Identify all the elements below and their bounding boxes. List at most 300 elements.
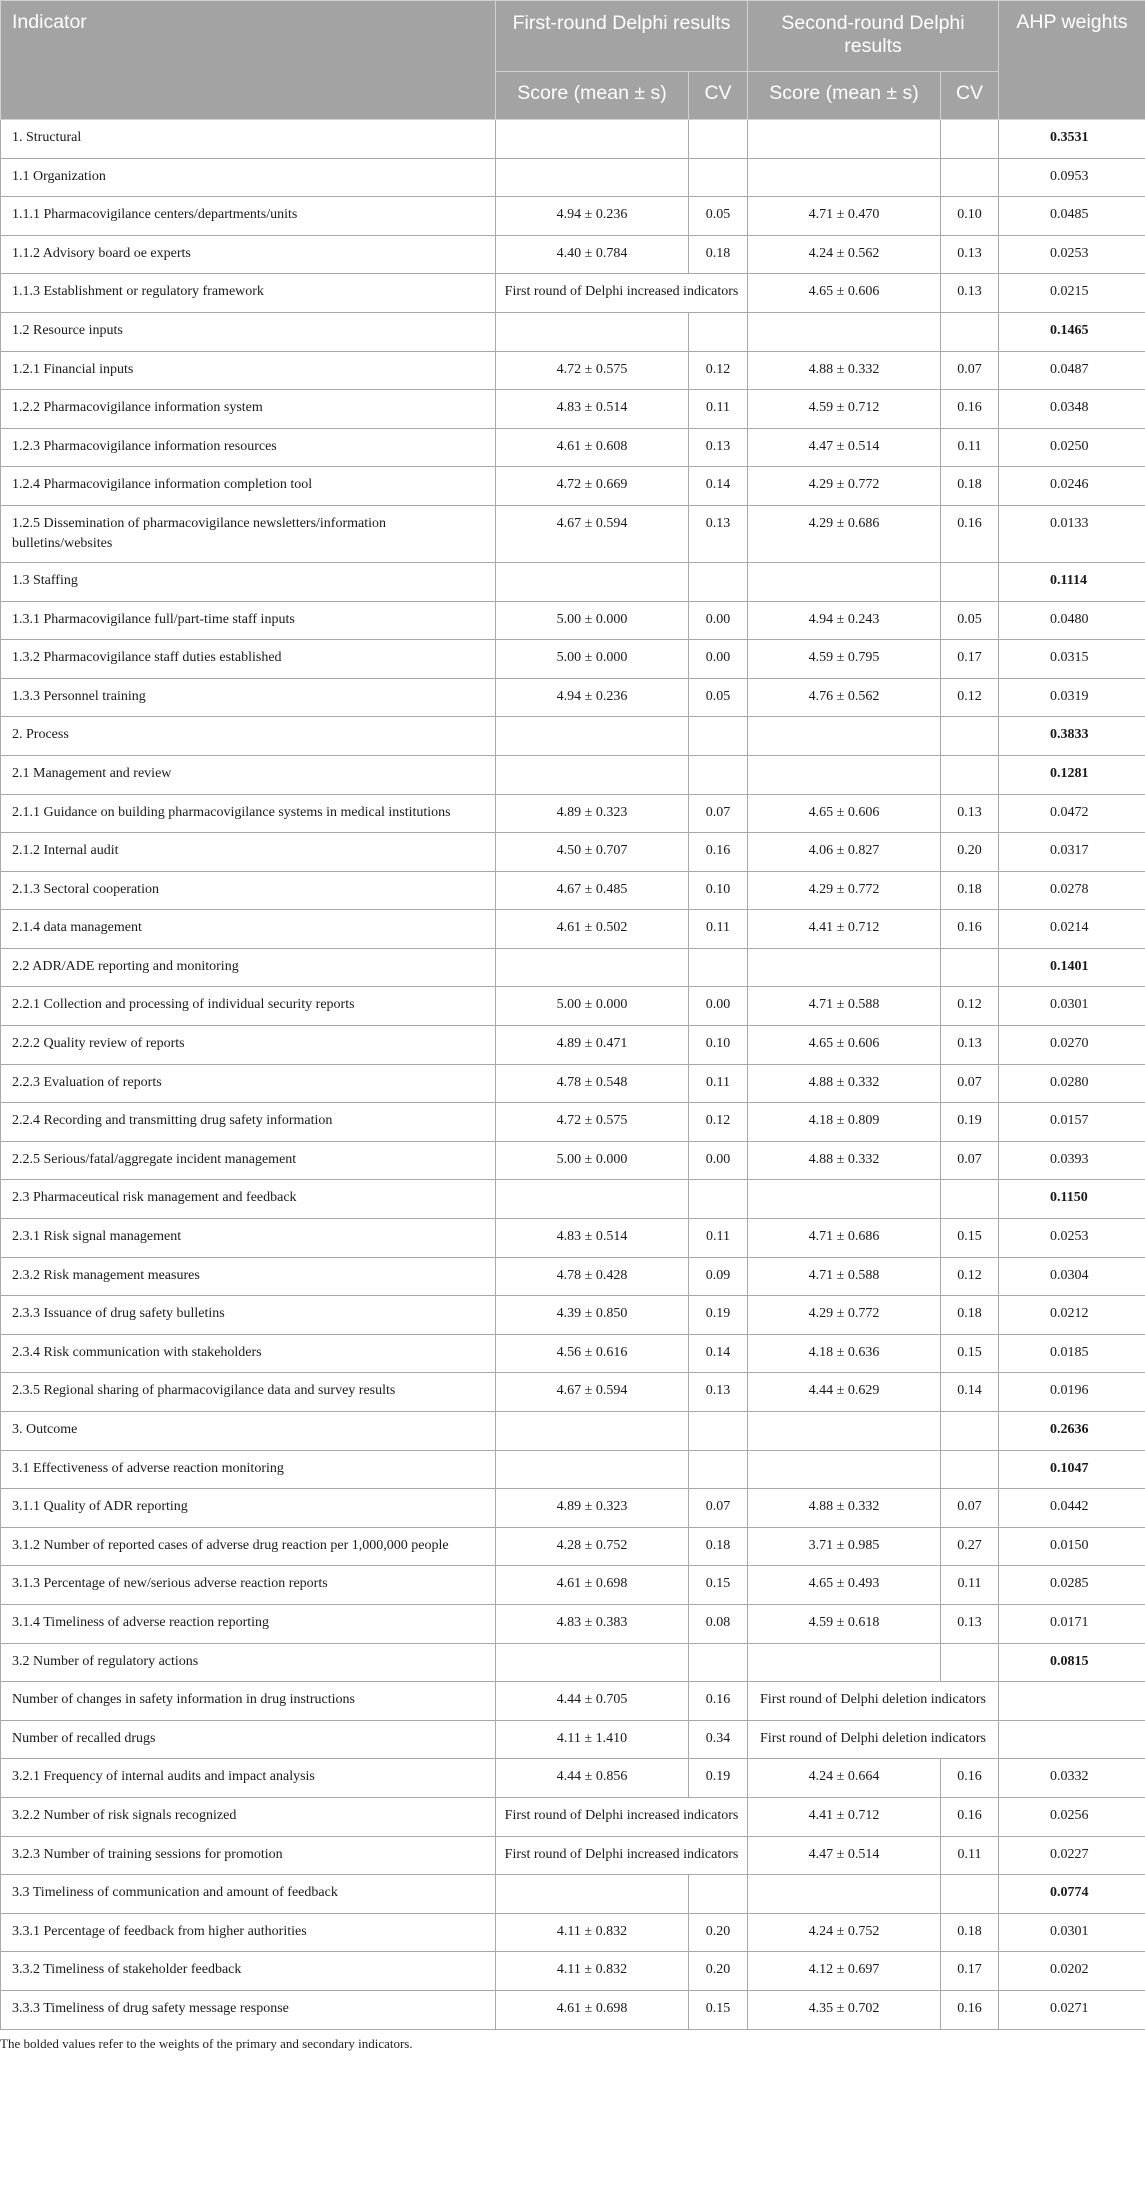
first-round-cv-cell: 0.15 [689,1990,748,2029]
second-round-cv-cell: 0.13 [941,1026,999,1065]
second-round-score-cell [748,312,941,351]
table-body [1,120,1145,2030]
ahp-weight-cell: 0.0301 [999,1913,1145,1952]
table-row [1,871,1145,910]
second-round-cv-cell: 0.16 [941,1990,999,2029]
ahp-weight-cell: 0.0472 [999,794,1145,833]
second-round-score-cell: 4.88 ± 0.332 [748,351,941,390]
first-round-score-cell: 4.83 ± 0.514 [496,1219,689,1258]
first-round-cv-cell: 0.11 [689,1219,748,1258]
second-round-cv-cell: 0.16 [941,1797,999,1836]
second-round-score-cell: 4.71 ± 0.470 [748,197,941,236]
ahp-weight-cell: 0.0214 [999,910,1145,949]
indicator-cell: 1.1.1 Pharmacovigilance centers/departments/units [1,197,496,236]
first-round-cv-cell: 0.18 [689,235,748,274]
indicator-cell: 3.1.4 Timeliness of adverse reaction reporting [1,1604,496,1643]
first-round-cv-cell: 0.05 [689,678,748,717]
ahp-weight-cell: 0.0253 [999,235,1145,274]
first-round-cv-cell [689,312,748,351]
second-round-score-cell: 4.71 ± 0.686 [748,1219,941,1258]
first-round-cv-cell [689,755,748,794]
table-row [1,1373,1145,1412]
second-round-score-cell: 4.12 ± 0.697 [748,1952,941,1991]
first-round-cv-cell [689,158,748,197]
second-round-cv-cell: 0.13 [941,1604,999,1643]
second-round-cv-cell [941,120,999,159]
table-row [1,640,1145,679]
second-round-score-cell: 4.71 ± 0.588 [748,1257,941,1296]
table-row [1,1720,1145,1759]
second-round-cv-cell: 0.20 [941,833,999,872]
indicator-cell: 2.2.2 Quality review of reports [1,1026,496,1065]
first-round-cv-cell: 0.16 [689,833,748,872]
indicator-cell: 2.2.4 Recording and transmitting drug safety information [1,1103,496,1142]
second-round-cv-cell: 0.07 [941,351,999,390]
second-round-cv-cell: 0.15 [941,1334,999,1373]
second-round-note-cell: First round of Delphi deletion indicators [748,1720,999,1759]
second-round-score-cell: 4.59 ± 0.712 [748,390,941,429]
first-round-cv-cell: 0.00 [689,1141,748,1180]
second-round-score-cell: 4.44 ± 0.629 [748,1373,941,1412]
first-round-score-cell: 4.61 ± 0.698 [496,1990,689,2029]
first-round-cv-cell: 0.08 [689,1604,748,1643]
indicator-cell: 2.1.3 Sectoral cooperation [1,871,496,910]
first-round-cv-cell: 0.09 [689,1257,748,1296]
first-round-score-cell: 4.72 ± 0.575 [496,1103,689,1142]
indicator-cell: 2.3.4 Risk communication with stakeholders [1,1334,496,1373]
second-round-cv-cell: 0.16 [941,1759,999,1798]
ahp-weight-cell: 0.1150 [999,1180,1145,1219]
second-round-score-cell [748,755,941,794]
first-round-score-cell: 4.72 ± 0.575 [496,351,689,390]
second-round-score-cell: 4.41 ± 0.712 [748,910,941,949]
indicator-cell: 2.3.3 Issuance of drug safety bulletins [1,1296,496,1335]
header-cv-second: CV [941,72,999,120]
second-round-cv-cell [941,1180,999,1219]
indicator-cell: 1.2.3 Pharmacovigilance information resources [1,428,496,467]
first-round-cv-cell: 0.14 [689,1334,748,1373]
first-round-score-cell: 4.39 ± 0.850 [496,1296,689,1335]
ahp-weight-cell: 0.0202 [999,1952,1145,1991]
table-row [1,197,1145,236]
indicator-cell: 1.2 Resource inputs [1,312,496,351]
first-round-cv-cell [689,1412,748,1451]
first-round-score-cell: 4.11 ± 0.832 [496,1913,689,1952]
first-round-cv-cell [689,1450,748,1489]
first-round-score-cell: 4.94 ± 0.236 [496,197,689,236]
second-round-score-cell [748,1412,941,1451]
first-round-cv-cell: 0.14 [689,467,748,506]
first-round-score-cell: 4.89 ± 0.323 [496,1489,689,1528]
indicator-cell: 2. Process [1,717,496,756]
second-round-cv-cell: 0.05 [941,601,999,640]
table-row [1,1141,1145,1180]
header-indicator: Indicator [1,1,496,120]
ahp-weight-cell: 0.0442 [999,1489,1145,1528]
indicator-cell: 2.3.5 Regional sharing of pharmacovigilance data and survey results [1,1373,496,1412]
first-round-cv-cell: 0.07 [689,1489,748,1528]
indicator-cell: 3.1 Effectiveness of adverse reaction monitoring [1,1450,496,1489]
first-round-score-cell [496,158,689,197]
first-round-score-cell [496,717,689,756]
table-row [1,1604,1145,1643]
second-round-cv-cell [941,717,999,756]
first-round-score-cell: 4.67 ± 0.485 [496,871,689,910]
second-round-score-cell: 4.47 ± 0.514 [748,1836,941,1875]
header-ahp-weights: AHP weights [999,1,1145,120]
second-round-score-cell: 4.88 ± 0.332 [748,1489,941,1528]
first-round-score-cell: 4.40 ± 0.784 [496,235,689,274]
ahp-weight-cell: 0.0285 [999,1566,1145,1605]
table-row [1,1103,1145,1142]
second-round-cv-cell: 0.11 [941,428,999,467]
second-round-cv-cell: 0.17 [941,640,999,679]
second-round-cv-cell [941,948,999,987]
table-row [1,505,1145,562]
indicator-cell: 1.1.2 Advisory board oe experts [1,235,496,274]
second-round-cv-cell: 0.12 [941,987,999,1026]
indicator-cell: 1.1.3 Establishment or regulatory framework [1,274,496,313]
indicator-cell: 2.2.3 Evaluation of reports [1,1064,496,1103]
second-round-score-cell: 4.24 ± 0.664 [748,1759,941,1798]
table-row [1,120,1145,159]
indicator-cell: 3.2.2 Number of risk signals recognized [1,1797,496,1836]
first-round-score-cell: 4.11 ± 1.410 [496,1720,689,1759]
first-round-score-cell: 5.00 ± 0.000 [496,987,689,1026]
first-round-score-cell: 4.67 ± 0.594 [496,1373,689,1412]
second-round-note-cell: First round of Delphi deletion indicators [748,1682,999,1721]
first-round-score-cell [496,1180,689,1219]
indicator-cell: 1.3.3 Personnel training [1,678,496,717]
table-row [1,312,1145,351]
second-round-score-cell: 4.18 ± 0.636 [748,1334,941,1373]
first-round-score-cell: 4.44 ± 0.705 [496,1682,689,1721]
first-round-cv-cell [689,1643,748,1682]
table-row [1,1489,1145,1528]
second-round-cv-cell: 0.14 [941,1373,999,1412]
second-round-cv-cell: 0.18 [941,1296,999,1335]
first-round-cv-cell: 0.19 [689,1296,748,1335]
second-round-score-cell [748,562,941,601]
second-round-cv-cell: 0.18 [941,1913,999,1952]
table-row [1,1412,1145,1451]
ahp-weight-cell: 0.0348 [999,390,1145,429]
first-round-score-cell: 4.67 ± 0.594 [496,505,689,562]
second-round-cv-cell: 0.10 [941,197,999,236]
ahp-weight-cell: 0.0301 [999,987,1145,1026]
second-round-score-cell: 4.65 ± 0.606 [748,794,941,833]
second-round-score-cell [748,948,941,987]
header-first-round: First-round Delphi results [496,1,748,72]
second-round-cv-cell: 0.07 [941,1064,999,1103]
first-round-score-cell [496,755,689,794]
first-round-cv-cell: 0.15 [689,1566,748,1605]
second-round-score-cell: 4.29 ± 0.772 [748,1296,941,1335]
indicator-cell: 2.3 Pharmaceutical risk management and feedback [1,1180,496,1219]
second-round-score-cell: 4.59 ± 0.618 [748,1604,941,1643]
table-row [1,1875,1145,1914]
second-round-cv-cell: 0.18 [941,871,999,910]
first-round-cv-cell [689,717,748,756]
second-round-score-cell: 4.94 ± 0.243 [748,601,941,640]
first-round-cv-cell: 0.13 [689,1373,748,1412]
first-round-score-cell: 4.61 ± 0.502 [496,910,689,949]
table-row [1,1682,1145,1721]
ahp-weight-cell: 0.0304 [999,1257,1145,1296]
first-round-score-cell [496,948,689,987]
ahp-weight-cell: 0.0171 [999,1604,1145,1643]
indicator-cell: 3. Outcome [1,1412,496,1451]
first-round-cv-cell: 0.00 [689,601,748,640]
table-row [1,833,1145,872]
second-round-cv-cell: 0.07 [941,1489,999,1528]
indicator-cell: 2.2.5 Serious/fatal/aggregate incident management [1,1141,496,1180]
ahp-weight-cell: 0.0480 [999,601,1145,640]
ahp-weight-cell: 0.0250 [999,428,1145,467]
first-round-cv-cell: 0.18 [689,1527,748,1566]
ahp-weight-cell: 0.1281 [999,755,1145,794]
indicator-cell: 2.2 ADR/ADE reporting and monitoring [1,948,496,987]
second-round-score-cell: 4.35 ± 0.702 [748,1990,941,2029]
second-round-cv-cell [941,562,999,601]
ahp-weight-cell: 0.1465 [999,312,1145,351]
ahp-weight-cell: 0.0271 [999,1990,1145,2029]
table-row [1,428,1145,467]
ahp-weight-cell: 0.0227 [999,1836,1145,1875]
indicator-cell: 3.1.2 Number of reported cases of adverse drug reaction per 1,000,000 people [1,1527,496,1566]
second-round-score-cell [748,1643,941,1682]
ahp-weight-cell: 0.1047 [999,1450,1145,1489]
indicator-cell: 2.1.1 Guidance on building pharmacovigilance systems in medical institutions [1,794,496,833]
header-second-round: Second-round Delphi results [748,1,999,72]
first-round-note-cell: First round of Delphi increased indicators [496,1797,748,1836]
header-score-first: Score (mean ± s) [496,72,689,120]
ahp-weight-cell [999,1720,1145,1759]
table-row [1,1913,1145,1952]
table-header [1,1,1145,120]
indicator-cell: 1.1 Organization [1,158,496,197]
second-round-cv-cell: 0.19 [941,1103,999,1142]
ahp-weight-cell: 0.0256 [999,1797,1145,1836]
table-row [1,158,1145,197]
indicator-cell: 3.3 Timeliness of communication and amount of feedback [1,1875,496,1914]
second-round-score-cell: 4.59 ± 0.795 [748,640,941,679]
second-round-score-cell [748,1875,941,1914]
second-round-cv-cell [941,312,999,351]
ahp-weight-cell: 0.0953 [999,158,1145,197]
ahp-weight-cell: 0.0212 [999,1296,1145,1335]
second-round-cv-cell: 0.27 [941,1527,999,1566]
table-row [1,1759,1145,1798]
first-round-cv-cell: 0.00 [689,640,748,679]
second-round-cv-cell [941,1412,999,1451]
second-round-cv-cell: 0.16 [941,505,999,562]
second-round-score-cell [748,158,941,197]
table-row [1,351,1145,390]
indicator-cell: 3.1.3 Percentage of new/serious adverse reaction reports [1,1566,496,1605]
second-round-cv-cell: 0.17 [941,1952,999,1991]
second-round-score-cell: 4.18 ± 0.809 [748,1103,941,1142]
second-round-score-cell: 4.76 ± 0.562 [748,678,941,717]
table-row [1,910,1145,949]
table-row [1,562,1145,601]
second-round-cv-cell: 0.13 [941,235,999,274]
indicator-cell: 1.2.2 Pharmacovigilance information system [1,390,496,429]
first-round-cv-cell: 0.07 [689,794,748,833]
table-row [1,601,1145,640]
ahp-weight-cell: 0.0278 [999,871,1145,910]
indicator-cell: 1.3.2 Pharmacovigilance staff duties established [1,640,496,679]
ahp-weight-cell: 0.3833 [999,717,1145,756]
ahp-weight-cell [999,1682,1145,1721]
second-round-cv-cell [941,1643,999,1682]
indicator-cell: 1.2.5 Dissemination of pharmacovigilance newsletters/information bulletins/websites [1,505,496,562]
first-round-cv-cell: 0.20 [689,1952,748,1991]
second-round-score-cell: 4.47 ± 0.514 [748,428,941,467]
first-round-score-cell: 4.78 ± 0.548 [496,1064,689,1103]
first-round-score-cell: 4.94 ± 0.236 [496,678,689,717]
ahp-weight-cell: 0.3531 [999,120,1145,159]
second-round-cv-cell: 0.12 [941,1257,999,1296]
second-round-cv-cell: 0.11 [941,1836,999,1875]
first-round-cv-cell [689,1875,748,1914]
indicator-cell: Number of recalled drugs [1,1720,496,1759]
first-round-cv-cell: 0.19 [689,1759,748,1798]
second-round-cv-cell: 0.16 [941,910,999,949]
table-row [1,1990,1145,2029]
first-round-score-cell: 4.83 ± 0.514 [496,390,689,429]
header-score-second: Score (mean ± s) [748,72,941,120]
ahp-weight-cell: 0.0774 [999,1875,1145,1914]
indicator-cell: 3.1.1 Quality of ADR reporting [1,1489,496,1528]
ahp-weight-cell: 0.0487 [999,351,1145,390]
first-round-score-cell: 4.28 ± 0.752 [496,1527,689,1566]
indicator-cell: Number of changes in safety information in drug instructions [1,1682,496,1721]
ahp-weight-cell: 0.1114 [999,562,1145,601]
ahp-weight-cell: 0.2636 [999,1412,1145,1451]
second-round-score-cell: 4.41 ± 0.712 [748,1797,941,1836]
first-round-score-cell: 4.72 ± 0.669 [496,467,689,506]
table-row [1,1643,1145,1682]
table-row [1,1566,1145,1605]
table-row [1,755,1145,794]
second-round-score-cell: 4.29 ± 0.772 [748,467,941,506]
table-row [1,1064,1145,1103]
table-row [1,1180,1145,1219]
indicator-cell: 2.3.2 Risk management measures [1,1257,496,1296]
ahp-weight-cell: 0.0319 [999,678,1145,717]
first-round-score-cell: 5.00 ± 0.000 [496,601,689,640]
first-round-cv-cell: 0.34 [689,1720,748,1759]
first-round-score-cell [496,1875,689,1914]
table-row [1,948,1145,987]
ahp-weight-cell: 0.0157 [999,1103,1145,1142]
first-round-cv-cell [689,120,748,159]
first-round-score-cell: 4.61 ± 0.698 [496,1566,689,1605]
table-footnote: The bolded values refer to the weights of the primary and secondary indicators. [0,2035,413,2051]
second-round-score-cell: 4.88 ± 0.332 [748,1064,941,1103]
second-round-cv-cell: 0.16 [941,390,999,429]
ahp-weight-cell: 0.0246 [999,467,1145,506]
first-round-cv-cell: 0.12 [689,351,748,390]
table-row [1,717,1145,756]
first-round-score-cell: 4.83 ± 0.383 [496,1604,689,1643]
second-round-score-cell: 4.29 ± 0.772 [748,871,941,910]
second-round-cv-cell: 0.13 [941,794,999,833]
table-row [1,1836,1145,1875]
second-round-cv-cell [941,1450,999,1489]
table-row [1,1219,1145,1258]
first-round-cv-cell: 0.13 [689,505,748,562]
first-round-cv-cell [689,562,748,601]
second-round-score-cell: 3.71 ± 0.985 [748,1527,941,1566]
first-round-score-cell [496,1643,689,1682]
indicator-cell: 3.2.3 Number of training sessions for promotion [1,1836,496,1875]
second-round-score-cell [748,1180,941,1219]
ahp-weight-cell: 0.0253 [999,1219,1145,1258]
first-round-note-cell: First round of Delphi increased indicators [496,274,748,313]
indicator-cell: 3.3.3 Timeliness of drug safety message response [1,1990,496,2029]
ahp-weight-cell: 0.0185 [999,1334,1145,1373]
table-row [1,1334,1145,1373]
first-round-cv-cell: 0.13 [689,428,748,467]
indicator-cell: 2.1.4 data management [1,910,496,949]
first-round-score-cell: 4.89 ± 0.471 [496,1026,689,1065]
second-round-score-cell: 4.29 ± 0.686 [748,505,941,562]
first-round-cv-cell: 0.11 [689,390,748,429]
first-round-score-cell: 4.61 ± 0.608 [496,428,689,467]
table-row [1,274,1145,313]
indicator-cell: 3.2.1 Frequency of internal audits and impact analysis [1,1759,496,1798]
ahp-weight-cell: 0.0196 [999,1373,1145,1412]
indicator-cell: 3.2 Number of regulatory actions [1,1643,496,1682]
first-round-score-cell: 4.50 ± 0.707 [496,833,689,872]
ahp-weight-cell: 0.0215 [999,274,1145,313]
table-row [1,1797,1145,1836]
indicator-cell: 1.3 Staffing [1,562,496,601]
indicator-cell: 2.2.1 Collection and processing of individual security reports [1,987,496,1026]
second-round-score-cell: 4.65 ± 0.606 [748,1026,941,1065]
indicator-cell: 1.2.1 Financial inputs [1,351,496,390]
first-round-score-cell: 4.78 ± 0.428 [496,1257,689,1296]
table-row [1,1296,1145,1335]
ahp-weight-cell: 0.0815 [999,1643,1145,1682]
second-round-score-cell [748,717,941,756]
ahp-weight-cell: 0.0393 [999,1141,1145,1180]
second-round-cv-cell: 0.18 [941,467,999,506]
table-row [1,467,1145,506]
first-round-score-cell: 4.11 ± 0.832 [496,1952,689,1991]
first-round-cv-cell [689,948,748,987]
first-round-score-cell: 5.00 ± 0.000 [496,1141,689,1180]
second-round-score-cell: 4.88 ± 0.332 [748,1141,941,1180]
indicator-cell: 3.3.1 Percentage of feedback from higher authorities [1,1913,496,1952]
ahp-weight-cell: 0.0315 [999,640,1145,679]
second-round-cv-cell [941,158,999,197]
second-round-cv-cell: 0.13 [941,274,999,313]
table-row [1,1257,1145,1296]
second-round-score-cell: 4.06 ± 0.827 [748,833,941,872]
table-row [1,794,1145,833]
indicator-cell: 2.1.2 Internal audit [1,833,496,872]
second-round-cv-cell: 0.07 [941,1141,999,1180]
second-round-cv-cell: 0.11 [941,1566,999,1605]
indicator-cell: 1. Structural [1,120,496,159]
ahp-weight-cell: 0.0270 [999,1026,1145,1065]
first-round-score-cell: 5.00 ± 0.000 [496,640,689,679]
first-round-cv-cell: 0.05 [689,197,748,236]
first-round-score-cell [496,562,689,601]
